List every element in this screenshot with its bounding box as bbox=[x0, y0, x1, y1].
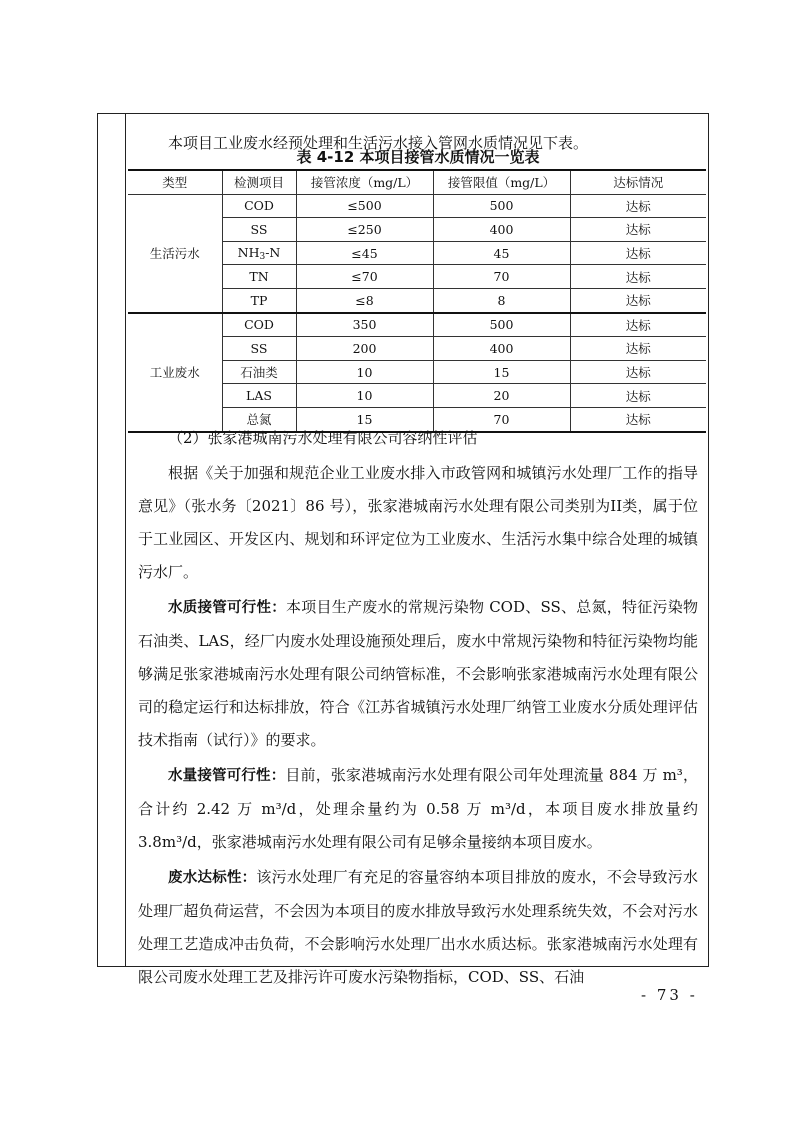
table-header-row bbox=[128, 170, 706, 194]
item-subscript: 3 bbox=[259, 251, 266, 262]
item-tail: -N bbox=[265, 244, 281, 260]
table-caption: 表 4-12 本项目接管水质情况一览表 bbox=[296, 148, 540, 166]
left-column bbox=[98, 114, 126, 966]
header-item: 检测项目 bbox=[222, 170, 296, 194]
cell-item: LAS bbox=[222, 384, 296, 408]
table-row bbox=[128, 313, 706, 337]
cell-status: 达标 bbox=[570, 360, 706, 384]
cell-status: 达标 bbox=[570, 218, 706, 242]
cell-conc: 10 bbox=[296, 384, 433, 408]
paragraph-quality-feasibility bbox=[138, 591, 698, 757]
cell-limit: 15 bbox=[433, 360, 570, 384]
cell-item: COD bbox=[222, 194, 296, 218]
cell-item: COD bbox=[222, 313, 296, 337]
cell-limit: 400 bbox=[433, 218, 570, 242]
water-quality-table bbox=[128, 169, 706, 433]
paragraph-guidance: 根据《关于加强和规范企业工业废水排入市政管网和城镇污水处理厂工作的指导意见》（张水务〔2021〕86 号），张家港城南污水处理有限公司类别为II类，属于位于工业园区、开发区内、规划和环评定位为工业废水、生活污水集中综合处理的城镇污水厂。 bbox=[138, 464, 698, 581]
header-limit: 接管限值（mg/L） bbox=[433, 170, 570, 194]
compliance-text: 该污水处理厂有充足的容量容纳本项目排放的废水，不会导致污水处理厂超负荷运营，不会因为本项目的废水排放导致污水处理系统失效，不会对污水处理工艺造成冲击负荷，不会影响污水处理厂出水水质达标。张家港城南污水处理有限公司废水处理工艺及排污许可废水污染物指标，COD、SS、石油 bbox=[138, 868, 699, 986]
quality-feasibility-text: 本项目生产废水的常规污染物 COD、SS、总氮，特征污染物石油类、LAS，经厂内废水处理设施预处理后，废水中常规污染物和特征污染物均能够满足张家港城南污水处理有限公司纳管标准，不会影响张家港城南污水处理有限公司的稳定运行和达标排放，符合《江苏省城镇污水处理厂纳管工业废水分质处理评估技术指南（试行）》的要求。 bbox=[138, 598, 699, 749]
cell-item: 总氮 bbox=[222, 407, 296, 431]
cell-limit: 20 bbox=[433, 384, 570, 408]
cell-conc: 350 bbox=[296, 313, 433, 337]
volume-feasibility-label: 水量接管可行性： bbox=[168, 768, 286, 784]
cell-conc: ≤45 bbox=[296, 241, 433, 265]
cell-status: 达标 bbox=[570, 241, 706, 265]
group-type: 工业废水 bbox=[128, 313, 222, 432]
page-frame bbox=[97, 113, 709, 986]
cell-status: 达标 bbox=[570, 384, 706, 408]
cell-status: 达标 bbox=[570, 288, 706, 312]
cell-status: 达标 bbox=[570, 313, 706, 337]
cell-status: 达标 bbox=[570, 194, 706, 218]
paragraph-volume-feasibility bbox=[138, 759, 698, 859]
compliance-label: 废水达标性： bbox=[168, 870, 257, 886]
table-row bbox=[128, 194, 706, 218]
cell-conc: ≤250 bbox=[296, 218, 433, 242]
cell-limit: 70 bbox=[433, 407, 570, 431]
cell-status: 达标 bbox=[570, 265, 706, 289]
header-conc: 接管浓度（mg/L） bbox=[296, 170, 433, 194]
cell-item bbox=[222, 241, 296, 265]
cell-status: 达标 bbox=[570, 407, 706, 431]
cell-conc: ≤500 bbox=[296, 194, 433, 218]
cell-limit: 45 bbox=[433, 241, 570, 265]
cell-conc: 15 bbox=[296, 407, 433, 431]
intro-text: 本项目工业废水经预处理和生活污水接入管网水质情况见下表。 bbox=[168, 134, 589, 152]
cell-conc: 200 bbox=[296, 337, 433, 361]
quality-feasibility-label: 水质接管可行性： bbox=[168, 600, 286, 616]
cell-limit: 400 bbox=[433, 337, 570, 361]
cell-limit: 500 bbox=[433, 313, 570, 337]
section-heading: （2）张家港城南污水处理有限公司容纳性评估 bbox=[168, 429, 478, 447]
body-text bbox=[138, 427, 698, 994]
cell-conc: 10 bbox=[296, 360, 433, 384]
group-type: 生活污水 bbox=[128, 194, 222, 312]
item-main: NH bbox=[237, 244, 260, 260]
cell-conc: ≤8 bbox=[296, 288, 433, 312]
paragraph-compliance bbox=[138, 861, 698, 994]
cell-limit: 8 bbox=[433, 288, 570, 312]
header-status: 达标情况 bbox=[570, 170, 706, 194]
cell-status: 达标 bbox=[570, 337, 706, 361]
cell-conc: ≤70 bbox=[296, 265, 433, 289]
cell-item: SS bbox=[222, 337, 296, 361]
cell-item: SS bbox=[222, 218, 296, 242]
cell-item: 石油类 bbox=[222, 360, 296, 384]
cell-limit: 70 bbox=[433, 265, 570, 289]
cell-limit: 500 bbox=[433, 194, 570, 218]
cell-item: TP bbox=[222, 288, 296, 312]
cell-item: TN bbox=[222, 265, 296, 289]
header-type: 类型 bbox=[128, 170, 222, 194]
page-number: - 73 - bbox=[641, 986, 698, 1004]
volume-feasibility-text: 目前，张家港城南污水处理有限公司年处理流量 884 万 m³，合计约 2.42 万 m³/d，处理余量约为 0.58 万 m³/d，本项目废水排放量约 3.8m³/d，张家港城南污水处理有限公司有足够余量接纳本项目废水。 bbox=[138, 766, 698, 851]
